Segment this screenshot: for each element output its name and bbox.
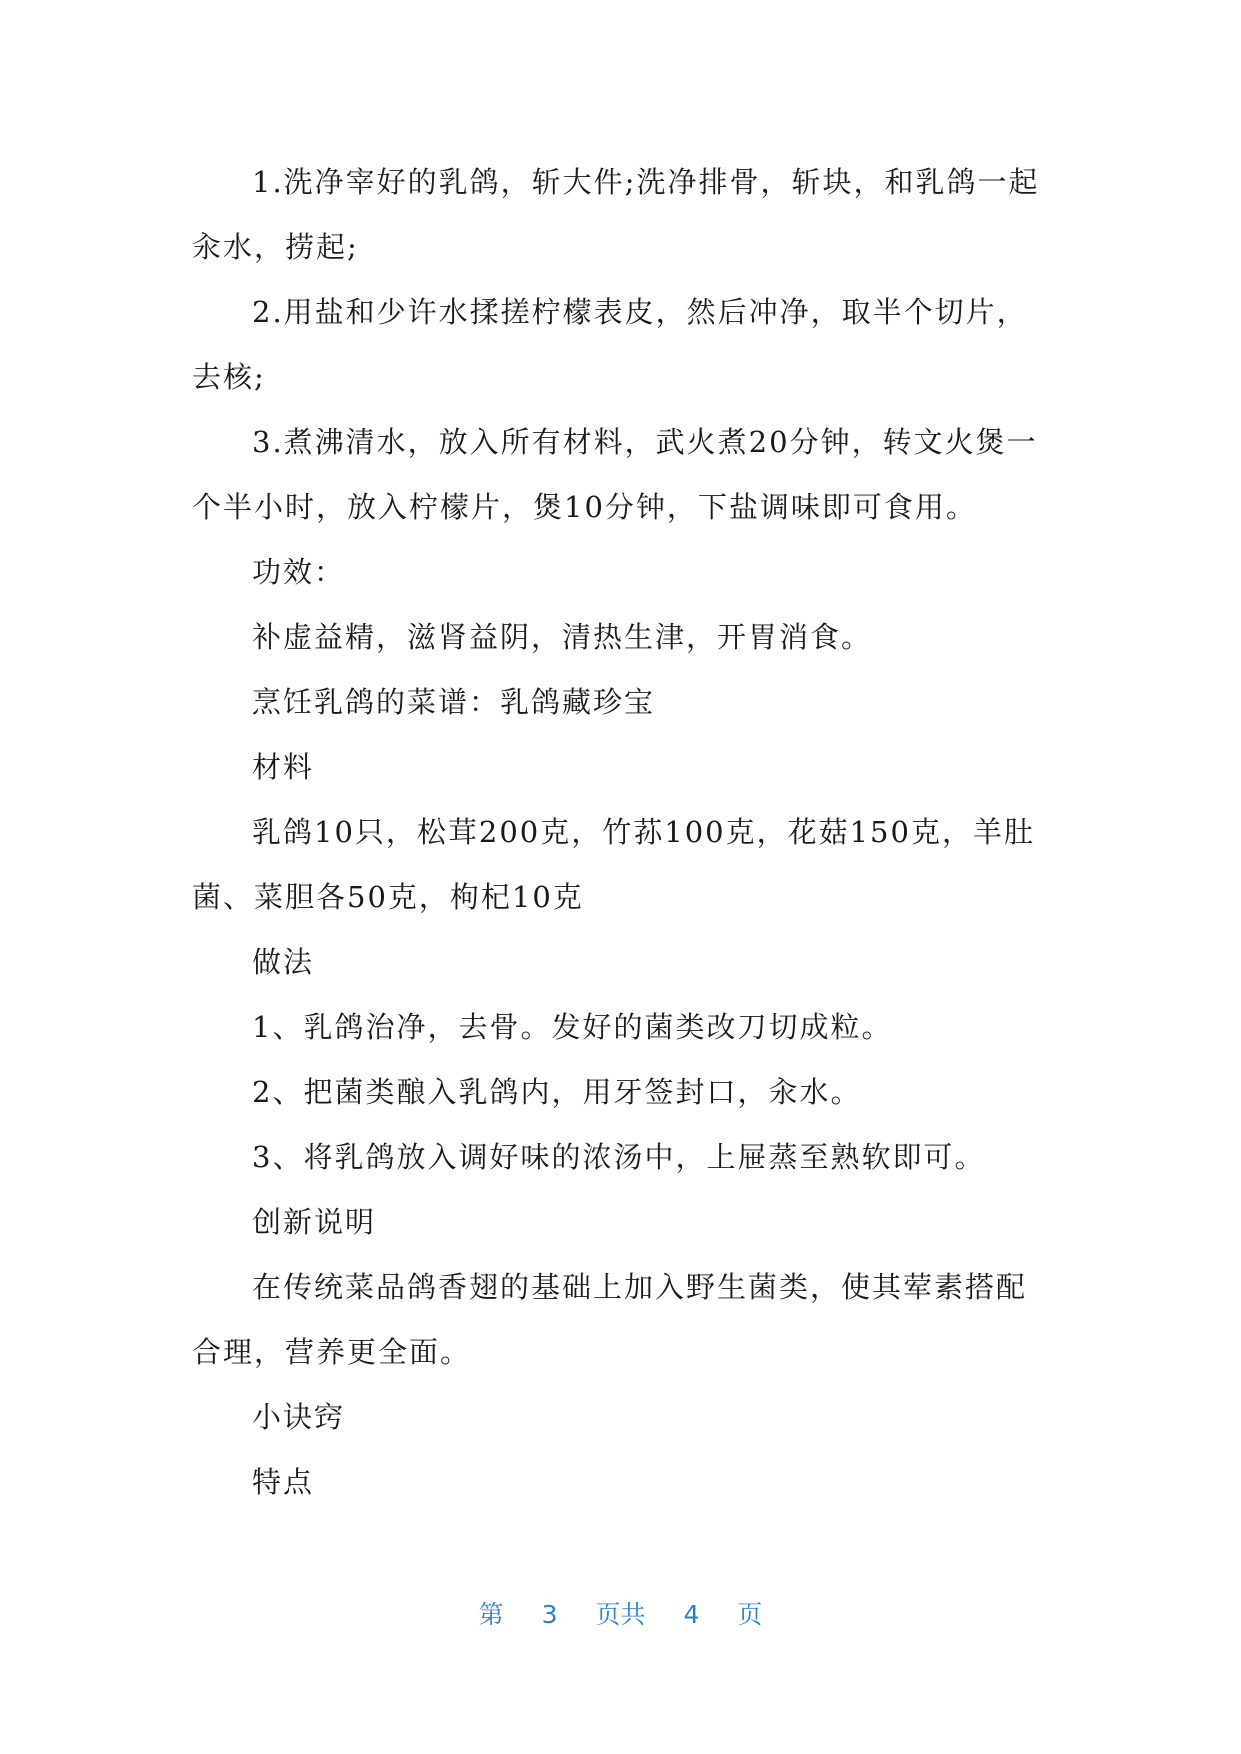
- paragraph-method-3: 3、将乳鸽放入调好味的浓汤中，上屉蒸至熟软即可。: [252, 1140, 986, 1174]
- heading-ingredients: 材料: [252, 750, 315, 784]
- paragraph-step-3: 3.煮沸清水，放入所有材料，武火煮20分钟，转文火煲一个半小时，放入柠檬片，煲10分钟，下盐调味即可食用。: [192, 425, 1038, 524]
- heading-features: 特点: [252, 1465, 315, 1499]
- document-body: [192, 150, 1052, 1515]
- footer-middle: 页共: [595, 1600, 646, 1629]
- paragraph-ingredients: 乳鸽10只，松茸200克，竹荪100克，花菇150克，羊肚菌、菜胆各50克，枸杞10克: [192, 815, 1035, 914]
- heading-tips: 小诀窍: [252, 1400, 346, 1434]
- total-pages-number: 4: [683, 1600, 700, 1629]
- paragraph-method-2: 2、把菌类酿入乳鸽内，用牙签封口，汆水。: [252, 1075, 862, 1109]
- paragraph-efficacy: 补虚益精，滋肾益阴，清热生津，开胃消食。: [252, 620, 873, 654]
- paragraph-innovation: 在传统菜品鸽香翅的基础上加入野生菌类，使其荤素搭配合理，营养更全面。: [192, 1270, 1028, 1369]
- footer-prefix: 第: [478, 1600, 504, 1629]
- footer-suffix: 页: [737, 1600, 763, 1629]
- heading-method: 做法: [252, 945, 315, 979]
- heading-recipe-title: 烹饪乳鸽的菜谱：乳鸽藏珍宝: [252, 685, 656, 719]
- paragraph-step-1: 1.洗净宰好的乳鸽，斩大件;洗净排骨，斩块，和乳鸽一起汆水，捞起;: [192, 165, 1040, 264]
- heading-efficacy: 功效：: [252, 555, 346, 589]
- heading-innovation: 创新说明: [252, 1205, 377, 1239]
- paragraph-step-2: 2.用盐和少许水揉搓柠檬表皮，然后冲净，取半个切片，去核;: [192, 295, 1028, 394]
- page-footer: [0, 1595, 1241, 1631]
- current-page-number: 3: [541, 1600, 558, 1629]
- paragraph-method-1: 1、乳鸽治净，去骨。发好的菌类改刀切成粒。: [252, 1010, 893, 1044]
